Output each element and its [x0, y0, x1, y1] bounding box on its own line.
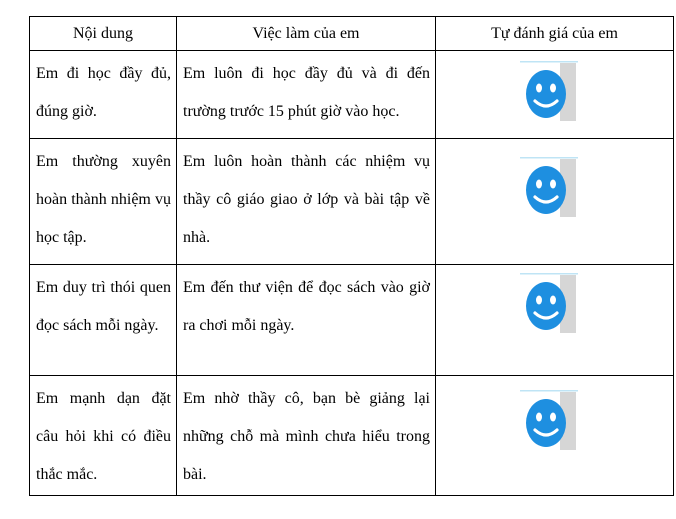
action-text: Em luôn đi học đầy đủ và đi đến trường trước 15 phút giờ vào học.: [183, 65, 430, 120]
header-row: [30, 17, 674, 51]
action-cell: [177, 139, 436, 265]
table-row: [30, 265, 674, 376]
rating-cell: [436, 265, 674, 376]
action-cell: [177, 51, 436, 139]
action-text: Em luôn hoàn thành các nhiệm vụ thầy cô giáo giao ở lớp và bài tập về nhà.: [183, 153, 430, 246]
rating-cell: [436, 139, 674, 265]
table-row: [30, 376, 674, 496]
action-cell: [177, 376, 436, 496]
header-content: Nội dung: [30, 17, 177, 51]
self-assessment-table: [29, 16, 674, 496]
rating-cell: [436, 376, 674, 496]
content-text: Em đi học đầy đủ, đúng giờ.: [36, 65, 171, 120]
smiley-face-icon: [520, 273, 580, 335]
smiley-face-icon: [520, 157, 580, 219]
smiley-face-icon: [520, 61, 580, 123]
content-text: Em duy trì thói quen đọc sách mỗi ngày.: [36, 279, 171, 334]
table-row: [30, 139, 674, 265]
content-text: Em mạnh dạn đặt câu hỏi khi có điều thắc mắc.: [36, 390, 171, 483]
content-cell: [30, 265, 177, 376]
content-text: Em thường xuyên hoàn thành nhiệm vụ học tập.: [36, 153, 171, 246]
header-action: Việc làm của em: [177, 17, 436, 51]
action-text: Em đến thư viện để đọc sách vào giờ ra chơi mỗi ngày.: [183, 279, 430, 334]
table-row: [30, 51, 674, 139]
rating-cell: [436, 51, 674, 139]
header-self-rating: Tự đánh giá của em: [436, 17, 674, 51]
smiley-face-icon: [520, 390, 580, 452]
content-cell: [30, 51, 177, 139]
action-text: Em nhờ thầy cô, bạn bè giảng lại những chỗ mà mình chưa hiểu trong bài.: [183, 390, 430, 483]
content-cell: [30, 139, 177, 265]
content-cell: [30, 376, 177, 496]
action-cell: [177, 265, 436, 376]
